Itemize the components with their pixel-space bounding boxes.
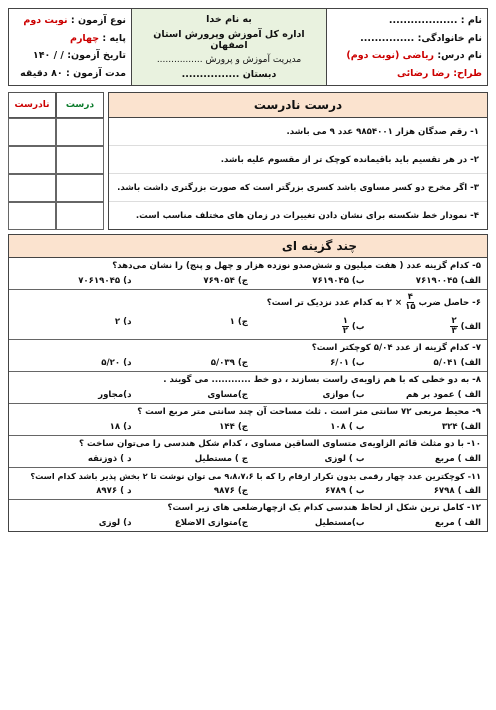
grade-value: چهارم	[69, 32, 100, 44]
option-b[interactable]: ب)مستطیل	[314, 518, 365, 528]
exam-info	[9, 9, 131, 85]
true-box[interactable]	[56, 118, 104, 146]
exam-type-value: نوبت دوم	[23, 15, 68, 27]
question-text: ۹- محیط مربعی ۷۲ سانتی متر است . ثلث مساحت آن چند سانتی متر مربع است ؟	[137, 407, 481, 417]
tf-item: ۴- نمودار خط شکسته برای نشان دادن تغییرات در زمان های مختلف مناسب است.	[135, 210, 479, 221]
student-family-field: نام خانوادگی: ...............	[360, 32, 482, 44]
option-b[interactable]: ب ) ۱۰۸	[330, 422, 365, 432]
question-8	[9, 372, 487, 404]
true-false-title: درست نادرست	[109, 93, 487, 118]
question-text: ۱۱- کوچکترین عدد چهار رقمی بدون تکرار ارقام را که با ۹،۸،۷،۶ می توان نوشت تا ۲ بخش پذیر باشد کدام است؟	[30, 471, 481, 481]
option-b[interactable]: ب ) لوزی	[324, 454, 365, 464]
options	[15, 454, 481, 464]
date-label: تاریخ آزمون:	[67, 50, 126, 62]
subject-value: ریاضی (نوبت دوم)	[346, 50, 435, 62]
answer-row	[8, 202, 104, 230]
option-c[interactable]: ج ) مستطیل	[194, 454, 248, 464]
true-box[interactable]	[56, 146, 104, 174]
option-c[interactable]: ج) ۷۶۹۰۵۴	[203, 276, 248, 286]
exam-page	[8, 8, 488, 532]
answer-row	[8, 146, 104, 174]
designer-value: رضا رضائی	[397, 67, 450, 79]
exam-type-label: نوع آزمون :	[70, 15, 126, 27]
option-a[interactable]: الف ) ۶۷۹۸	[433, 486, 481, 496]
option-a[interactable]: الف) ۳۲۴	[441, 422, 481, 432]
date-line	[14, 50, 126, 61]
option-a[interactable]: الف ) عمود بر هم	[405, 390, 481, 400]
student-name-field: نام : ...................	[388, 15, 482, 27]
student-info	[326, 9, 487, 85]
tf-item: ۳- اگر مخرج دو کسر مساوی باشد کسری بزرگتر است که صورت بزرگتری داشت باشد.	[109, 174, 487, 202]
option-a[interactable]: الف ) مربع	[434, 454, 481, 464]
subject-label: نام درس:	[437, 50, 482, 62]
true-false-section	[8, 92, 488, 230]
fraction-denominator: ۳	[451, 326, 457, 336]
col-false-header: نادرست	[8, 92, 56, 118]
duration-label: مدت آزمون :	[65, 67, 126, 79]
option-d[interactable]: د) لوزی	[98, 518, 132, 528]
option-b[interactable]: ب ) ۶۷۸۹	[324, 486, 365, 496]
false-box[interactable]	[8, 118, 56, 146]
options	[15, 390, 481, 400]
question-text: ۷- کدام گزینه از عدد ۵/۰۴ کوچکتر است؟	[311, 343, 481, 353]
option-d[interactable]: د ) ۸۹۷۶	[96, 486, 132, 496]
option-d[interactable]: د ) ذوزنقه	[87, 454, 132, 464]
option-c[interactable]: ج)مساوی	[207, 390, 248, 400]
fraction-denominator: ۲	[342, 326, 348, 336]
option-a-fraction	[450, 317, 457, 336]
designer-label: طراح:	[453, 67, 482, 79]
question-prefix: ۶- حاصل ضرب	[418, 298, 481, 308]
option-a[interactable]: الف ) مربع	[434, 518, 481, 528]
option-d[interactable]: د) ۵/۲۰	[101, 358, 132, 368]
grade-line	[14, 33, 126, 44]
options	[15, 422, 481, 432]
option-b[interactable]: ب) موازی	[322, 390, 365, 400]
question-9	[9, 404, 487, 436]
option-c[interactable]: ج) ۱	[229, 317, 248, 327]
fraction-numerator: ۴	[407, 292, 413, 302]
option-b-fraction	[342, 317, 349, 336]
option-d[interactable]: د) ۱۸	[109, 422, 132, 432]
option-c[interactable]: ج)متوازی الاضلاع	[174, 518, 248, 528]
exam-header	[8, 8, 488, 86]
option-d[interactable]: د)مجاور	[98, 390, 132, 400]
question-fraction	[405, 293, 415, 312]
question-text: ۸- به دو خطی که با هم زاویه‌ی راست بسازند ، دو خط ............ می گویند .	[163, 375, 481, 385]
header-school: دبستان ................	[181, 69, 277, 80]
fraction-numerator: ۲	[451, 316, 457, 326]
option-c[interactable]: ج) ۵/۰۳۹	[210, 358, 248, 368]
false-box[interactable]	[8, 174, 56, 202]
question-10	[9, 436, 487, 468]
multiple-choice-title: چند گزینه ای	[9, 235, 487, 258]
header-management: مدیریت آموزش و پرورش ................	[156, 55, 302, 65]
true-false-answer-grid	[8, 92, 104, 230]
option-b[interactable]	[248, 317, 365, 336]
subject-line	[332, 50, 482, 61]
option-b-label: ب)	[351, 322, 365, 332]
school-info	[131, 9, 326, 85]
option-a[interactable]	[365, 317, 482, 336]
question-11	[9, 468, 487, 500]
answer-row	[8, 174, 104, 202]
option-d[interactable]: د) ۲	[114, 317, 132, 327]
option-c[interactable]: ج) ۱۴۴	[219, 422, 248, 432]
options	[15, 317, 481, 336]
false-box[interactable]	[8, 202, 56, 230]
answer-grid-header	[8, 92, 104, 118]
option-a[interactable]: الف) ۷۶۱۹۰۰۴۵	[415, 276, 481, 286]
question-text: ۱۰- با دو مثلث قائم الزاویه‌ی متساوی الساقین مساوی ، کدام شکل هندسی را می‌توان ساخت ؟	[79, 439, 481, 449]
question-6	[9, 290, 487, 340]
option-b[interactable]: ب) ۷۶۱۹۰۴۵	[312, 276, 365, 286]
true-false-questions	[108, 92, 488, 230]
options	[15, 518, 481, 528]
duration-value: ۸۰ دقیقه	[20, 67, 63, 79]
true-box[interactable]	[56, 174, 104, 202]
multiple-choice-section	[8, 234, 488, 532]
date-value: / / ۱۴۰	[32, 50, 64, 62]
question-suffix: × ۲ به کدام عدد نزدیک تر است؟	[266, 298, 403, 308]
option-d[interactable]: د) ۷۰۶۱۹۰۴۵	[78, 276, 132, 286]
duration-line	[14, 68, 126, 79]
question-7	[9, 340, 487, 372]
question-12	[9, 500, 487, 531]
question-5	[9, 258, 487, 290]
true-box[interactable]	[56, 202, 104, 230]
tf-item: ۱- رقم صدگان هزار ۹۸۵۴۰۰۱ عدد ۹ می باشد.	[109, 118, 487, 146]
fraction-numerator: ۱	[342, 316, 348, 326]
options	[15, 276, 481, 286]
options	[15, 486, 481, 496]
false-box[interactable]	[8, 146, 56, 174]
fraction-denominator: ۱۵	[405, 302, 416, 312]
question-text	[15, 293, 481, 312]
option-c[interactable]: ج) ۹۸۷۶	[213, 486, 248, 496]
header-department: اداره کل آموزش وپرورش استان اصفهان	[153, 29, 305, 51]
options	[15, 358, 481, 368]
answer-row	[8, 118, 104, 146]
grade-label: پایه :	[102, 32, 126, 44]
question-text: ۱۲- کامل ترین شکل از لحاظ هندسی کدام یک ازچهارضلعی های زیر است؟	[167, 503, 481, 513]
question-text: ۵- کدام گزینه عدد ( هفت میلیون و شش‌صدو نوزده هزار و چهل و پنج) را نشان می‌دهد؟	[112, 261, 481, 271]
tf-item: ۲- در هر تقسیم باید باقیمانده کوچک تر از مقسوم علیه باشد.	[109, 146, 487, 174]
exam-type-line	[14, 15, 126, 26]
col-true-header: درست	[56, 92, 104, 118]
option-a-label: الف)	[460, 322, 481, 332]
option-b[interactable]: ب) ۶/۰۱	[330, 358, 365, 368]
option-a[interactable]: الف) ۵/۰۴۱	[433, 358, 481, 368]
header-bismillah: به نام خدا	[206, 14, 252, 25]
designer-line	[332, 68, 482, 79]
